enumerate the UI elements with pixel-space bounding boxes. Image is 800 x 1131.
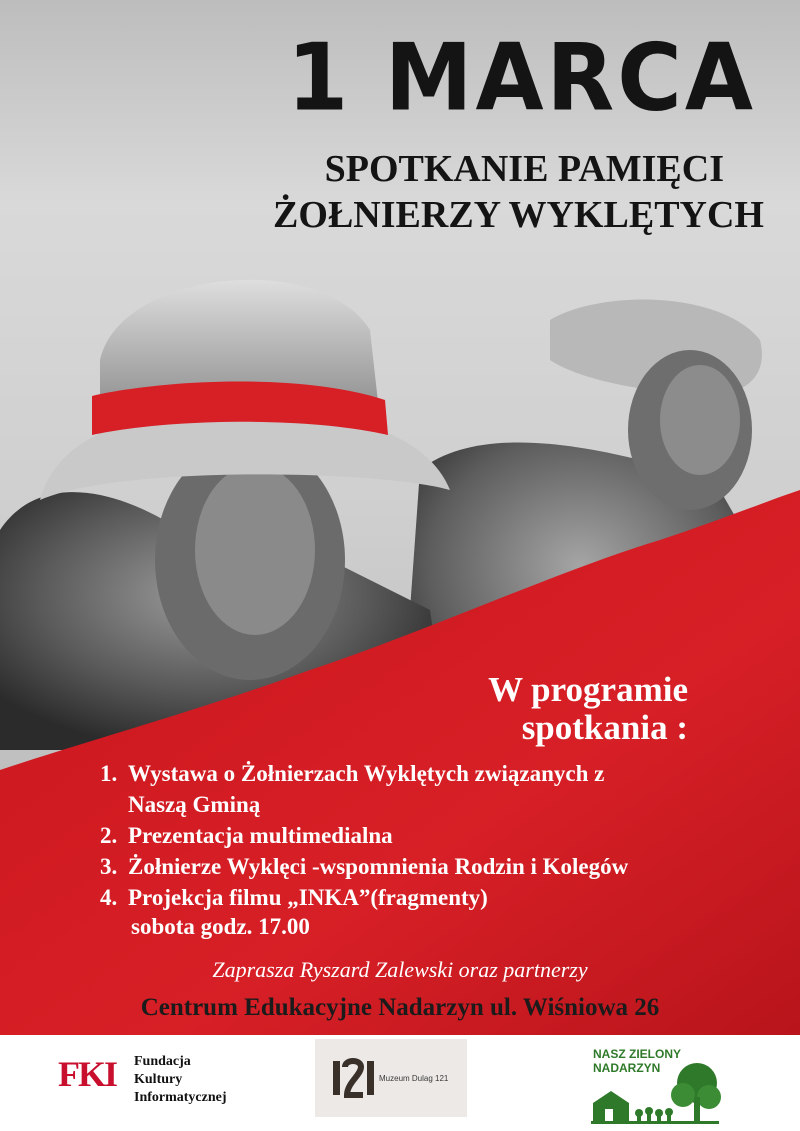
program-item <box>100 882 628 913</box>
program-item-number: 3. <box>100 854 118 879</box>
event-subtitle-line-2: ŻOŁNIERZY WYKLĘTYCH <box>273 194 764 236</box>
dulag-121-logo <box>315 1039 467 1117</box>
fki-logo-line-2: Kultury <box>134 1072 183 1087</box>
program-item-number: 4. <box>100 885 118 910</box>
program-heading-line-1: W programie <box>488 670 688 709</box>
program-list <box>100 758 628 913</box>
nasz-line-1: NASZ ZIELONY <box>593 1047 682 1061</box>
program-item-text: Projekcja filmu „INKA”(fragmenty) <box>128 885 488 910</box>
invitation-text: Zaprasza Ryszard Zalewski oraz partnerzy <box>212 957 588 982</box>
fki-logo-line-1: Fundacja <box>134 1054 191 1069</box>
program-item-text: Wystawa o Żołnierzach Wyklętych związanych z <box>128 761 605 786</box>
program-item-continuation: Naszą Gminą <box>128 792 261 817</box>
nasz-line-2: NADARZYN <box>593 1061 661 1075</box>
fki-logo <box>58 1047 278 1117</box>
nasz-zielony-nadarzyn-logo <box>585 1043 725 1125</box>
fki-logo-line-3: Informatycznej <box>134 1090 227 1105</box>
event-subtitle-line-1: SPOTKANIE PAMIĘCI <box>324 148 724 190</box>
program-item-text: Żołnierze Wyklęci -wspomnienia Rodzin i Kolegów <box>128 854 629 879</box>
program-item-text: Prezentacja multimedialna <box>128 823 393 848</box>
fki-logo-mark: FKI <box>58 1054 117 1094</box>
program-item-number: 1. <box>100 761 118 786</box>
nasz-zielony-text <box>593 1047 681 1075</box>
program-heading-line-2: spotkania : <box>521 708 688 747</box>
partner-logos-footer <box>0 1035 800 1131</box>
dulag-121-caption: Muzeum Dulag 121 <box>379 1074 449 1083</box>
venue-address: Centrum Edukacyjne Nadarzyn ul. Wiśniowa 26 <box>140 994 660 1021</box>
program-item <box>100 851 628 882</box>
fki-logo-text <box>134 1053 227 1107</box>
event-date-title: 1 MARCA <box>287 23 756 132</box>
program-item-number: 2. <box>100 823 118 848</box>
event-time: sobota godz. 17.00 <box>131 914 310 939</box>
dulag-121-mark <box>327 1053 379 1103</box>
program-item <box>100 820 628 851</box>
program-item <box>100 758 628 789</box>
